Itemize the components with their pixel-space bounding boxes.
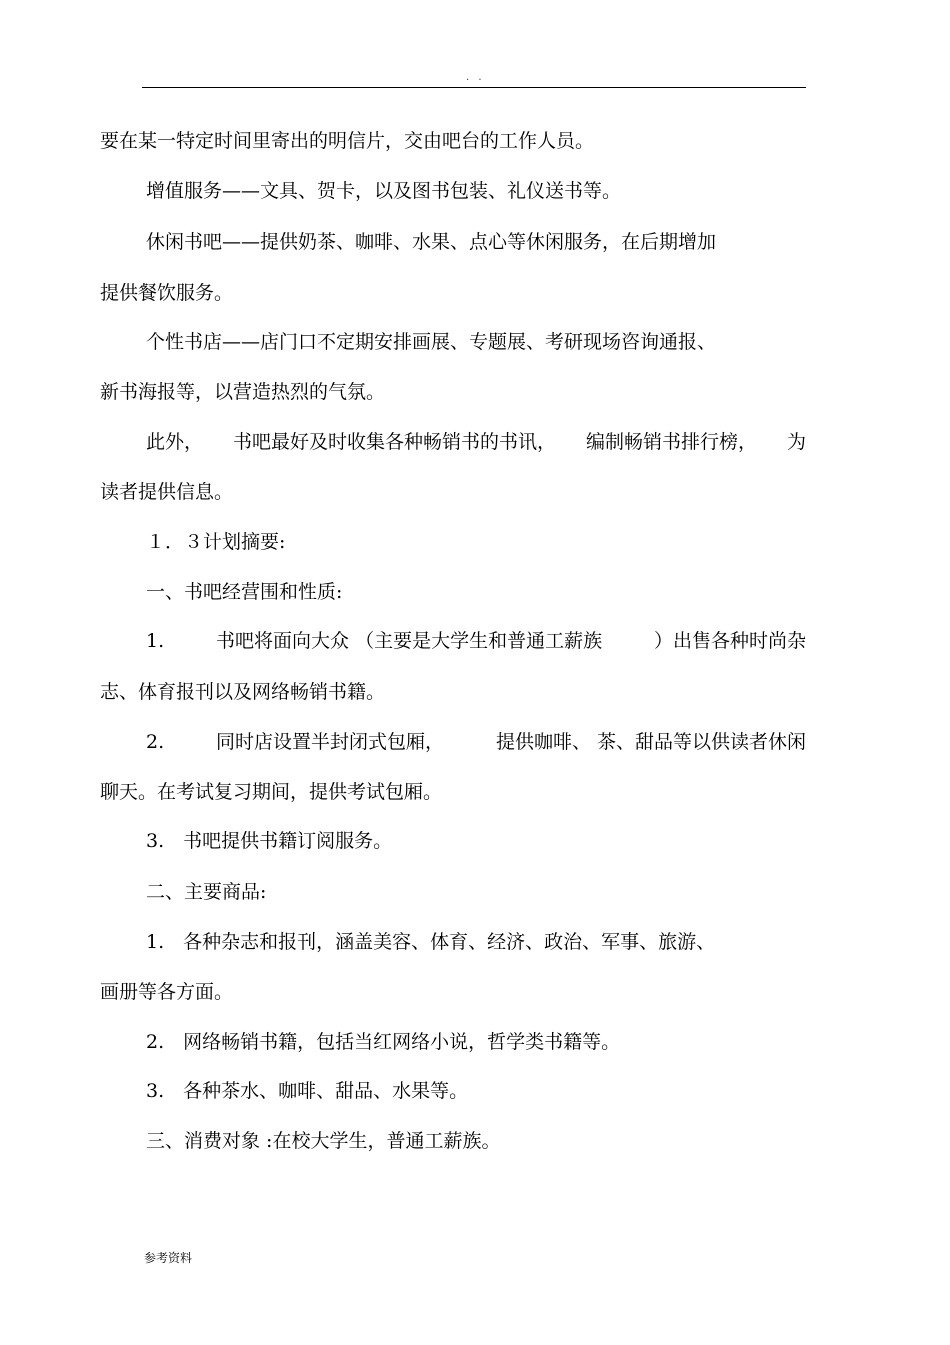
section-heading: 三、消费对象 :在校大学生，普通工薪族。 — [146, 1130, 501, 1152]
header-dots: . . — [466, 72, 485, 83]
text-segment: 此外， — [146, 431, 204, 453]
text-segment: 为 — [786, 431, 806, 453]
paragraph-line: 个性书店——店门口不定期安排画展、专题展、考研现场咨询通报、 — [146, 331, 717, 353]
paragraph-line: 增值服务——文具、贺卡，以及图书包装、礼仪送书等。 — [146, 180, 622, 202]
list-item-line — [146, 730, 806, 754]
list-item-line — [146, 629, 806, 653]
text-segment: 编制畅销书排行榜， — [585, 431, 757, 453]
footer-label: 参考资料 — [144, 1251, 193, 1265]
list-number: 1. — [146, 630, 165, 652]
paragraph-line: 新书海报等，以营造热烈的气氛。 — [100, 381, 386, 403]
paragraph-line: 聊天。在考试复习期间，提供考试包厢。 — [100, 781, 443, 803]
text-segment: 书吧最好及时收集各种畅销书的书讯， — [232, 431, 556, 453]
paragraph-line: 提供餐饮服务。 — [100, 282, 234, 304]
paragraph-line-besides — [146, 430, 806, 454]
paragraph-line: 要在某一特定时间里寄出的明信片，交由吧台的工作人员。 — [100, 130, 595, 152]
list-item: 1. 各种杂志和报刊，涵盖美容、体育、经济、政治、军事、旅游、 — [146, 931, 716, 953]
paragraph-line: 画册等各方面。 — [100, 981, 234, 1003]
text-segment: 同时店设置半封闭式包厢， — [216, 731, 445, 753]
paragraph-line: 休闲书吧——提供奶茶、咖啡、水果、点心等休闲服务，在后期增加 — [146, 231, 717, 253]
text-segment: ）出售各种时尚杂 — [653, 630, 806, 652]
list-number: 2. — [146, 731, 165, 753]
section-heading: 一、书吧经营围和性质: — [146, 581, 343, 603]
text-segment: 书吧将面向大众 （主要是大学生和普通工薪族 — [216, 630, 603, 652]
list-item: 3. 书吧提供书籍订阅服务。 — [146, 830, 393, 852]
list-item: 3. 各种茶水、咖啡、甜品、水果等。 — [146, 1080, 469, 1102]
paragraph-line: 读者提供信息。 — [100, 481, 234, 503]
section-heading: 二、主要商品: — [146, 881, 267, 903]
paragraph-line: 志、体育报刊以及网络畅销书籍。 — [100, 681, 386, 703]
list-item: 2. 网络畅销书籍，包括当红网络小说，哲学类书籍等。 — [146, 1031, 621, 1053]
section-heading: １．３计划摘要: — [146, 531, 286, 553]
text-segment: 提供咖啡、 茶、甜品等以供读者休闲 — [495, 731, 806, 753]
header-rule — [142, 87, 806, 88]
